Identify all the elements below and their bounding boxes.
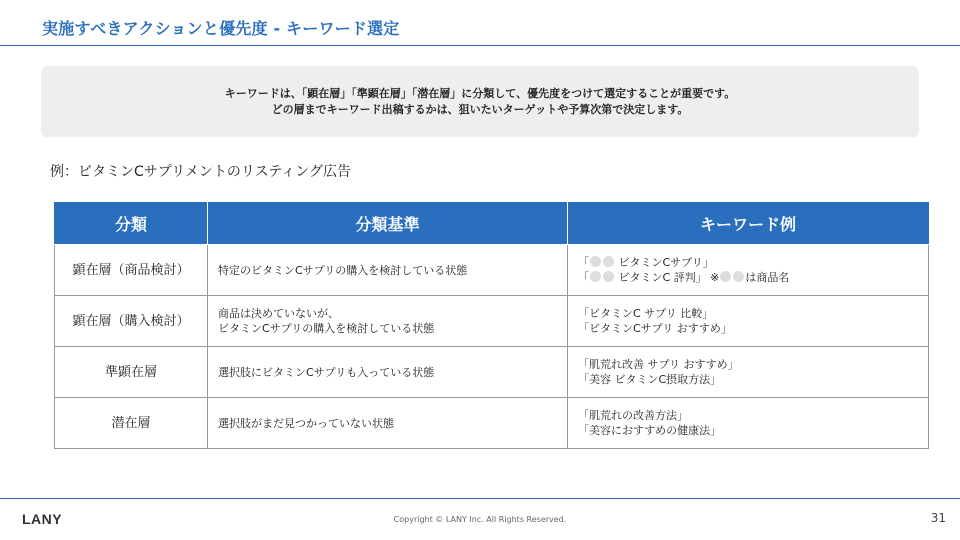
keyword-example: 「ビタミンCサプリ おすすめ」: [578, 322, 732, 335]
keyword-prefix: 「: [578, 256, 589, 269]
keyword-example: [578, 255, 918, 270]
table-row: [55, 398, 929, 449]
title-divider: [0, 45, 960, 46]
row-examples: [568, 296, 929, 347]
criteria-line: 特定のビタミンCサプリの購入を検討している状態: [218, 263, 468, 277]
row-examples: [568, 245, 929, 296]
row-criteria: [208, 398, 568, 449]
table-row: [55, 347, 929, 398]
row-category: 潜在層: [55, 398, 208, 449]
product-placeholder-icon: [590, 256, 601, 267]
summary-line-1: キーワードは、「顕在層」「準顕在層」「潜在層」に分類して、優先度をつけて選定することが重要です。: [224, 86, 736, 100]
table-header-row: [55, 203, 929, 245]
slide-title: 実施すべきアクションと優先度 - キーワード選定: [42, 19, 400, 38]
criteria-line: 選択肢がまだ見つかっていない状態: [218, 416, 394, 430]
row-criteria: [208, 347, 568, 398]
product-placeholder-icon: [590, 271, 601, 282]
keyword-prefix: 「: [578, 271, 589, 284]
row-examples: [568, 398, 929, 449]
row-criteria: [208, 296, 568, 347]
summary-line-2: どの層までキーワード出稿するかは、狙いたいターゲットや予算次第で決定します。: [271, 102, 689, 116]
copyright-text: Copyright © LANY Inc. All Rights Reserved.: [393, 515, 567, 524]
product-placeholder-icon: [720, 271, 731, 282]
criteria-line: ビタミンCサプリの購入を検討している状態: [218, 322, 435, 335]
keyword-example: [578, 270, 918, 285]
product-placeholder-icon: [603, 256, 614, 267]
criteria-line: 商品は決めていないが、: [218, 307, 339, 320]
header-category: 分類: [55, 203, 208, 245]
summary-box: [41, 66, 919, 137]
table-row: [55, 296, 929, 347]
keyword-table: [54, 202, 929, 449]
keyword-example: 「肌荒れ改善 サプリ おすすめ」: [578, 358, 739, 371]
row-category: 顕在層（商品検討）: [55, 245, 208, 296]
keyword-note: は商品名: [745, 271, 790, 284]
keyword-text: ビタミンC 評判」 ※: [615, 271, 720, 284]
row-category: 顕在層（購入検討）: [55, 296, 208, 347]
row-examples: [568, 347, 929, 398]
page-number: 31: [930, 511, 946, 525]
keyword-example: 「美容 ビタミンC摂取方法」: [578, 373, 722, 386]
row-criteria: [208, 245, 568, 296]
product-placeholder-icon: [733, 271, 744, 282]
company-logo: LANY: [22, 511, 63, 527]
criteria-line: 選択肢にビタミンCサプリも入っている状態: [218, 365, 435, 379]
keyword-example: 「肌荒れの改善方法」: [578, 409, 688, 422]
keyword-text: ビタミンCサプリ」: [615, 256, 714, 269]
example-label: 例：ビタミンCサプリメントのリスティング広告: [50, 164, 351, 180]
keyword-example: 「美容におすすめの健康法」: [578, 424, 722, 437]
keyword-example: 「ビタミンC サプリ 比較」: [578, 307, 714, 320]
product-placeholder-icon: [603, 271, 614, 282]
footer-divider: [0, 498, 960, 499]
header-criteria: 分類基準: [208, 203, 568, 245]
table-row: [55, 245, 929, 296]
row-category: 準顕在層: [55, 347, 208, 398]
header-examples: キーワード例: [568, 203, 929, 245]
